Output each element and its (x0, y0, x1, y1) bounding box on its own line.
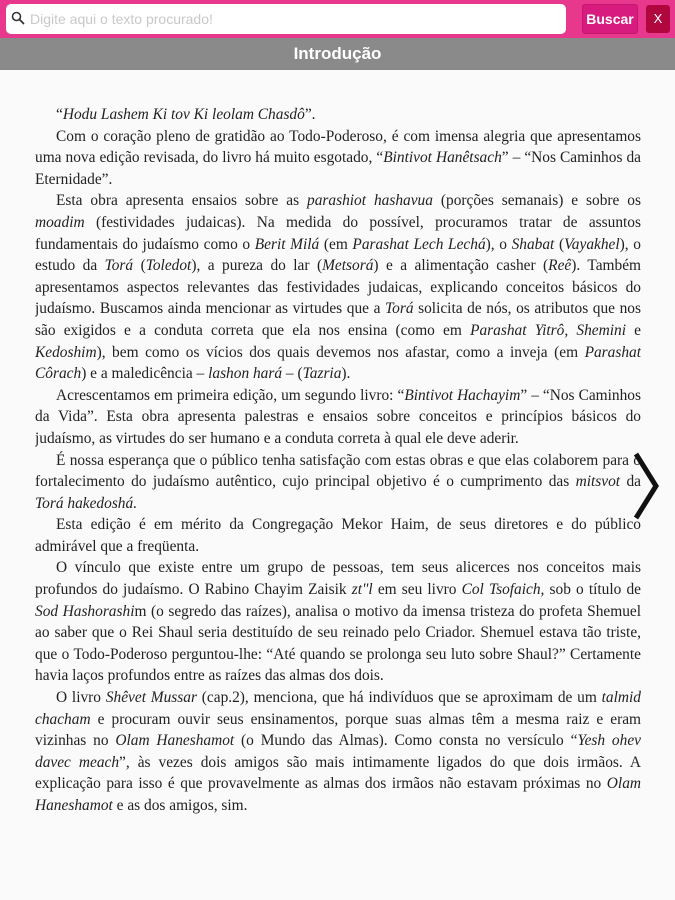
search-input[interactable] (30, 5, 560, 33)
italic-term: talmid chacham (35, 689, 641, 728)
italic-term: Olam Haneshamot (115, 732, 235, 750)
text-run: da (620, 473, 641, 491)
text-run: ” – “Nos Caminhos da Eternidade”. (35, 149, 641, 188)
italic-term: Parashat Yitrô, Shemini (470, 321, 626, 339)
paragraph (35, 385, 641, 450)
text-run: ), a pureza do lar ( (191, 257, 323, 275)
italic-term: mitsvot (575, 473, 621, 491)
italic-term: Olam Haneshamot (35, 775, 641, 814)
italic-term: moadim (35, 213, 85, 231)
text-run: e (625, 321, 641, 339)
text-run: É nossa esperança que o público tenha satisfação com estas obras e que elas colaborem para o fortalecimento do judaísmo autêntico, cujo principal objetivo é o cumprimento das (35, 451, 641, 491)
paragraph (35, 104, 641, 126)
italic-term: Bintivot Hachayim (404, 386, 521, 404)
italic-term: zt"l (351, 581, 373, 599)
text-run: ) e a alimentação casher ( (373, 257, 549, 275)
text-run: O livro (56, 689, 106, 707)
text-run: em seu livro (372, 581, 462, 599)
italic-term: Parashat Côrach (35, 343, 641, 383)
text-run: ) e a maledicência – (81, 365, 209, 383)
text-run: Acrescentamos em primeira edição, um segundo livro: “ (56, 386, 405, 404)
chevron-right-icon[interactable] (630, 450, 660, 522)
text-run: (em (319, 235, 353, 253)
paragraph (35, 557, 641, 687)
text-run: Esta edição é em mérito da Congregação Mekor Haim, de seus diretores e do público admirável que a freqüenta. (35, 516, 641, 555)
italic-term: Reê (548, 257, 572, 275)
paragraph (35, 687, 641, 817)
search-icon (11, 11, 25, 25)
italic-term: Torá (104, 257, 134, 275)
italic-term: Torá (384, 300, 414, 318)
close-button[interactable]: X (646, 5, 670, 33)
text-run: ”, às vezes dois amigos são mais intimamente ligados do que dois irmãos. A explicação para isso é que provavelmente as almas dos irmãos não estavam próximas no (35, 753, 641, 793)
text-run: e procuram ouvir seus ensinamentos, porque suas almas têm a mesma raiz e eram vizinhas no (35, 710, 641, 750)
text-run: O vínculo que existe entre um grupo de pessoas, tem seus alicerces nos conceitos mais profundos do judaísmo. O Rabino Chayim Zaisik (35, 559, 641, 599)
text-run: (cap.2), menciona, que há indivíduos que se aproximam de um (196, 689, 602, 707)
text-run: e as dos amigos, sim. (112, 797, 248, 814)
paragraph (35, 190, 641, 384)
text-run: ), bem como os vícios dos quais devemos nos afastar, como a inveja (em (96, 343, 585, 361)
page-title: Introdução (0, 38, 675, 70)
italic-term: Sod Hashorashi (35, 602, 135, 620)
text-run: ” – “Nos Caminhos da Vida”. Esta obra apresenta palestras e ensaios sobre conceitos e princípios básicos do judaísmo, as virtudes do ser humano e a conduta correta à qual ele deve aderir. (35, 386, 641, 447)
text-run: (festividades judaicas). Na medida do possível, procuramos tratar de assuntos fundamentais do judaísmo como o (35, 213, 641, 253)
search-box[interactable] (6, 4, 566, 34)
text-run: Esta obra apresenta ensaios sobre as (56, 192, 308, 210)
text-run: – ( (282, 365, 303, 383)
italic-term: Hodu Lashem Ki tov Ki leolam Chasdô (62, 106, 305, 123)
text-run: m (o segredo das raízes), analisa o motivo da imensa tristeza do profeta Shemuel ao saber que o Rei Shaul seria destituído de seu reinado pelo Criador. Shemuel estava tão triste, que o Todo-Poderoso perguntou-lhe: “Até quando se prolonga seu luto sobre Shaul?” Certamente havia laços profundos entre as raízes das almas dos dois. (35, 602, 641, 685)
text-run: ), o estudo da (35, 235, 641, 275)
chapter-text (35, 104, 641, 900)
italic-term: Vayakhel (564, 235, 620, 253)
italic-term: parashiot hashavua (307, 192, 433, 210)
italic-term: Shabat (511, 235, 555, 253)
italic-term: Col Tsofaich, (461, 581, 545, 599)
italic-term: Tazria (302, 365, 342, 383)
text-run: (porções semanais) e sobre os (432, 192, 641, 210)
text-run: Com o coração pleno de gratidão ao Todo-Poderoso, é com imensa alegria que apresentamos uma nova edição revisada, do livro há muito esgotado, “ (35, 127, 641, 167)
text-run: ). Também apresentamos aspectos relevantes das festividades judaicas, explicando conceitos básicos do judaísmo. Buscamos ainda mencionar as virtudes que a (35, 257, 641, 318)
top-search-bar (0, 0, 675, 38)
italic-term: Yesh ohev davec meach (35, 732, 641, 771)
italic-term: Berit Milá (254, 235, 320, 253)
italic-term: Metsorá (322, 257, 374, 275)
text-run: “ (56, 106, 63, 123)
text-run: solicita de nós, os atributos que nos são exigidos e a conduta correta que ela nos ensina (como em (35, 300, 641, 339)
text-run: ( (133, 257, 146, 275)
paragraph (35, 450, 641, 515)
text-run: sob o título de (544, 581, 641, 599)
text-run: ( (554, 235, 565, 253)
italic-term: Bintivot Hanêtsach (383, 149, 502, 167)
text-run: (o Mundo das Almas). Como consta no versículo “ (234, 732, 578, 750)
text-run: ), o (485, 235, 512, 253)
italic-term: Kedoshim (35, 343, 97, 361)
italic-term: lashon hará (208, 365, 283, 383)
text-run: ”. (304, 106, 316, 123)
italic-term: Toledot (145, 257, 192, 275)
paragraph (35, 514, 641, 557)
paragraph (35, 126, 641, 191)
italic-term: Torá hakedoshá. (35, 494, 138, 512)
search-button[interactable]: Buscar (582, 4, 638, 34)
text-run: ). (341, 365, 351, 383)
italic-term: Parashat Lech Lechá (352, 235, 486, 253)
italic-term: Shêvet Mussar (105, 689, 197, 707)
